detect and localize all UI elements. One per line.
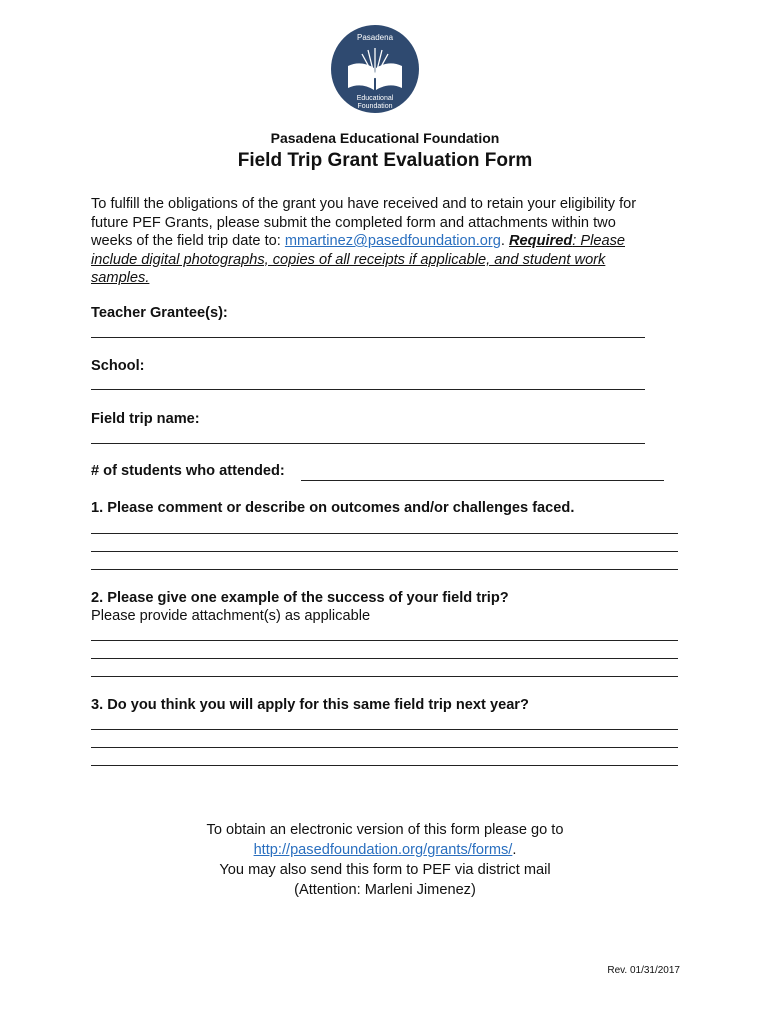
teacher-grantee-field[interactable]: [91, 337, 645, 338]
school-label: School:: [91, 358, 145, 374]
footer-line-2: [0, 840, 770, 860]
students-attended-field[interactable]: [301, 480, 664, 481]
question-2-answer-line-1[interactable]: [91, 640, 678, 641]
organization-name: Pasadena Educational Foundation: [270, 130, 500, 146]
school-field[interactable]: [91, 389, 645, 390]
footer-url-suffix: .: [512, 842, 517, 858]
intro-line-3-prefix: weeks of the field trip date to:: [91, 233, 285, 249]
question-1-answer-line-1[interactable]: [91, 533, 678, 534]
intro-paragraph: [91, 195, 671, 288]
question-3: 3. Do you think you will apply for this same field trip next year?: [91, 697, 529, 713]
question-1: 1. Please comment or describe on outcomes and/or challenges faced.: [91, 500, 575, 516]
required-text: : Please: [572, 233, 625, 249]
question-3-answer-line-3[interactable]: [91, 765, 678, 766]
required-label: Required: [509, 233, 573, 249]
forms-url-link[interactable]: http://pasedfoundation.org/grants/forms/: [253, 842, 513, 858]
intro-line-3: [91, 232, 671, 251]
footer-line-4: (Attention: Marleni Jimenez): [294, 882, 476, 898]
footer-note: [0, 820, 770, 900]
intro-line-4: include digital photographs, copies of all receipts if applicable, and student work: [91, 251, 606, 268]
intro-line-5: samples.: [91, 270, 150, 286]
email-link[interactable]: mmartinez@pasedfoundation.org: [284, 233, 501, 249]
teacher-grantee-label: Teacher Grantee(s):: [91, 305, 228, 321]
intro-line-2: future PEF Grants, please submit the completed form and attachments within two: [91, 214, 616, 231]
footer-line-1: To obtain an electronic version of this form please go to: [206, 822, 564, 838]
required-note: [509, 233, 625, 249]
field-trip-name-field[interactable]: [91, 443, 645, 444]
revision-date: Rev. 01/31/2017: [607, 965, 680, 976]
students-attended-label: # of students who attended:: [91, 463, 285, 479]
logo-text-pasadena: Pasadena: [356, 33, 394, 42]
logo-text-educational: Educational: [356, 95, 394, 102]
footer-line-3: You may also send this form to PEF via district mail: [219, 862, 551, 878]
logo-text-foundation: Foundation: [357, 103, 393, 110]
question-2-note: Please provide attachment(s) as applicable: [91, 608, 371, 624]
intro-line-1: To fulfill the obligations of the grant you have received and to retain your eligibility for: [91, 196, 637, 212]
question-2-answer-line-3[interactable]: [91, 676, 678, 677]
question-3-answer-line-2[interactable]: [91, 747, 678, 748]
question-1-answer-line-2[interactable]: [91, 551, 678, 552]
question-2: 2. Please give one example of the success of your field trip?: [91, 590, 509, 606]
question-1-answer-line-3[interactable]: [91, 569, 678, 570]
intro-line-3-sep: .: [500, 233, 510, 249]
field-trip-name-label: Field trip name:: [91, 411, 200, 427]
form-title: Field Trip Grant Evaluation Form: [237, 150, 533, 171]
pef-logo: [330, 20, 420, 118]
question-2-answer-line-2[interactable]: [91, 658, 678, 659]
question-3-answer-line-1[interactable]: [91, 729, 678, 730]
